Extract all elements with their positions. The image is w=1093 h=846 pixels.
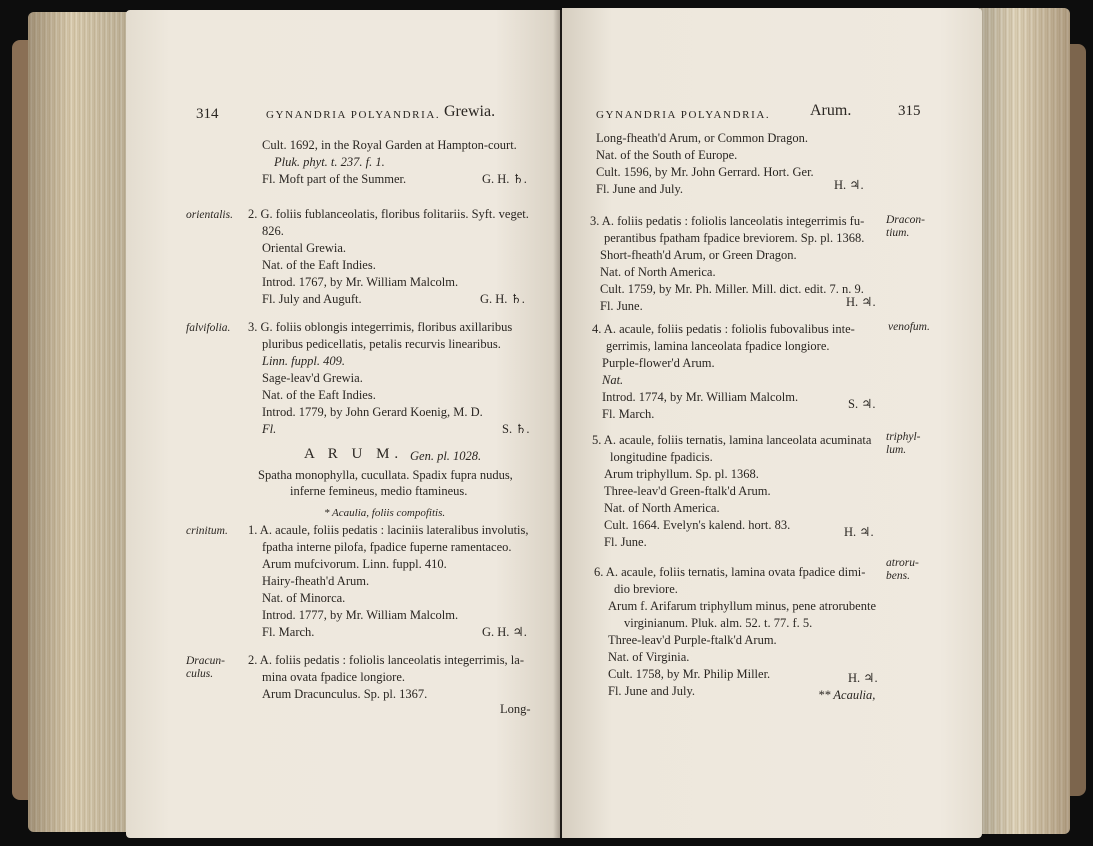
margin-note: triphyl- [886,431,921,443]
genus-heading: A R U M. [304,446,404,462]
text-line: 6. A. acaule, foliis ternatis, lamina ovata fpadice dimi- [594,565,866,579]
running-head: GYNANDRIA POLYANDRIA. [266,109,441,121]
margin-note: crinitum. [186,525,228,537]
catchword: Long- [500,702,531,716]
text-line: Fl. March. [602,407,655,421]
text-line: Nat. of Virginia. [608,650,690,664]
text-line: Spatha monophylla, cucullata. Spadix fupra nudus, [258,468,513,482]
symbol: S. ♃. [848,397,876,411]
margin-note: orientalis. [186,209,233,221]
text-line: Oriental Grewia. [262,241,346,255]
text-line: Long-fheath'd Arum, or Common Dragon. [596,131,808,145]
symbol: G. H. ♃. [482,625,527,639]
symbol: H. ♃. [844,525,874,539]
text-line: Cult. 1758, by Mr. Philip Miller. [608,667,771,681]
genus-reference: Gen. pl. 1028. [410,449,482,463]
text-line: Introd. 1767, by Mr. William Malcolm. [262,275,459,289]
text-line: Fl. [262,422,277,436]
text-line: dio breviore. [614,582,678,596]
text-line: 3. A. foliis pedatis : foliolis lanceolatis integerrimis fu- [590,214,865,228]
text-line: 3. G. foliis oblongis integerrimis, floribus axillaribus [248,320,513,334]
running-head: GYNANDRIA POLYANDRIA. [596,109,771,121]
text-line: Nat. [602,373,624,387]
text-line: Cult. 1692, in the Royal Garden at Hampton-court. [262,138,517,152]
right-page [562,8,982,838]
text-line: Arum Dracunculus. Sp. pl. 1367. [262,687,428,701]
text-line: Pluk. phyt. t. 237. f. 1. [274,155,385,169]
text-line: Three-leav'd Purple-ftalk'd Arum. [608,633,777,647]
page-number: 315 [898,103,921,119]
text-line: Three-leav'd Green-ftalk'd Arum. [604,484,771,498]
text-line: Short-fheath'd Arum, or Green Dragon. [600,248,797,262]
symbol: G. H. ♄. [482,172,527,186]
text-line: Arum f. Arifarum triphyllum minus, pene atrorubente [608,599,876,613]
text-line: Fl. June and July. [608,684,696,698]
text-line: Introd. 1777, by Mr. William Malcolm. [262,608,459,622]
text-line: Sage-leav'd Grewia. [262,371,363,385]
text-line: fpatha interne pilofa, fpadice fuperne ramentaceo. [262,540,512,554]
text-line: Fl. July and Auguft. [262,292,362,306]
text-line: Fl. June and July. [596,182,684,196]
text-line: Introd. 1774, by Mr. William Malcolm. [602,390,799,404]
margin-note: venofum. [888,321,930,333]
margin-note: tium. [886,227,910,239]
margin-note: culus. [186,668,214,680]
margin-note: atroru- [886,557,919,569]
subsection-heading: * Acaulia, foliis compofitis. [324,507,446,519]
text-line: 1. A. acaule, foliis pedatis : laciniis lateralibus involutis, [248,523,529,537]
text-line: pluribus pedicellatis, petalis recurvis linearibus. [262,337,501,351]
catchword: ** Acaulia, [818,688,876,702]
text-line: perantibus fpatham fpadice breviorem. Sp. pl. 1368. [604,231,865,245]
text-line: Hairy-fheath'd Arum. [262,574,370,588]
text-line: Fl. June. [600,299,643,313]
text-line: 2. G. foliis fublanceolatis, floribus folitariis. Syft. veget. [248,207,529,221]
text-line: Cult. 1596, by Mr. John Gerrard. Hort. Ger. [596,165,814,179]
text-line: Fl. Moft part of the Summer. [262,172,407,186]
text-line: 4. A. acaule, foliis pedatis : foliolis fubovalibus inte- [592,322,855,336]
left-page [126,10,560,838]
margin-note: Dracon- [886,214,925,226]
page-number: 314 [196,106,219,122]
text-line: Nat. of Minorca. [262,591,346,605]
text-line: Nat. of the Eaft Indies. [262,258,376,272]
text-line: 5. A. acaule, foliis ternatis, lamina lanceolata acuminata [592,433,872,447]
symbol: S. ♄. [502,422,530,436]
margin-note: Dracun- [186,655,225,667]
text-line: Nat. of North America. [600,265,716,279]
text-line: Fl. March. [262,625,315,639]
text-line: Introd. 1779, by John Gerard Koenig, M. D. [262,405,483,419]
text-line: gerrimis, lamina lanceolata fpadice longiore. [606,339,830,353]
symbol: G. H. ♄. [480,292,525,306]
running-genus: Grewia. [444,103,496,120]
text-line: Nat. of the South of Europe. [596,148,738,162]
text-line: 2. A. foliis pedatis : foliolis lanceolatis integerrimis, la- [248,653,524,667]
text-line: Fl. June. [604,535,647,549]
running-genus: Arum. [810,102,852,119]
text-line: mina ovata fpadice longiore. [262,670,405,684]
text-line: Nat. of North America. [604,501,720,515]
text-line: longitudine fpadicis. [610,450,713,464]
text-line: virginianum. Pluk. alm. 52. t. 77. f. 5. [624,616,813,630]
symbol: H. ♃. [848,671,878,685]
text-line: Cult. 1664. Evelyn's kalend. hort. 83. [604,518,791,532]
text-line: 826. [262,224,284,238]
text-line: Cult. 1759, by Mr. Ph. Miller. Mill. dict. edit. 7. n. 9. [600,282,864,296]
margin-note: falvifolia. [186,322,231,334]
text-line: Arum triphyllum. Sp. pl. 1368. [604,467,759,481]
text-line: Purple-flower'd Arum. [602,356,715,370]
symbol: H. ♃. [834,178,864,192]
symbol: H. ♃. [846,295,876,309]
text-line: Arum mufcivorum. Linn. fuppl. 410. [262,557,447,571]
text-line: Nat. of the Eaft Indies. [262,388,376,402]
text-line: inferne femineus, medio ftamineus. [290,484,468,498]
text-line: Linn. fuppl. 409. [262,354,345,368]
margin-note: bens. [886,570,910,582]
margin-note: lum. [886,444,907,456]
